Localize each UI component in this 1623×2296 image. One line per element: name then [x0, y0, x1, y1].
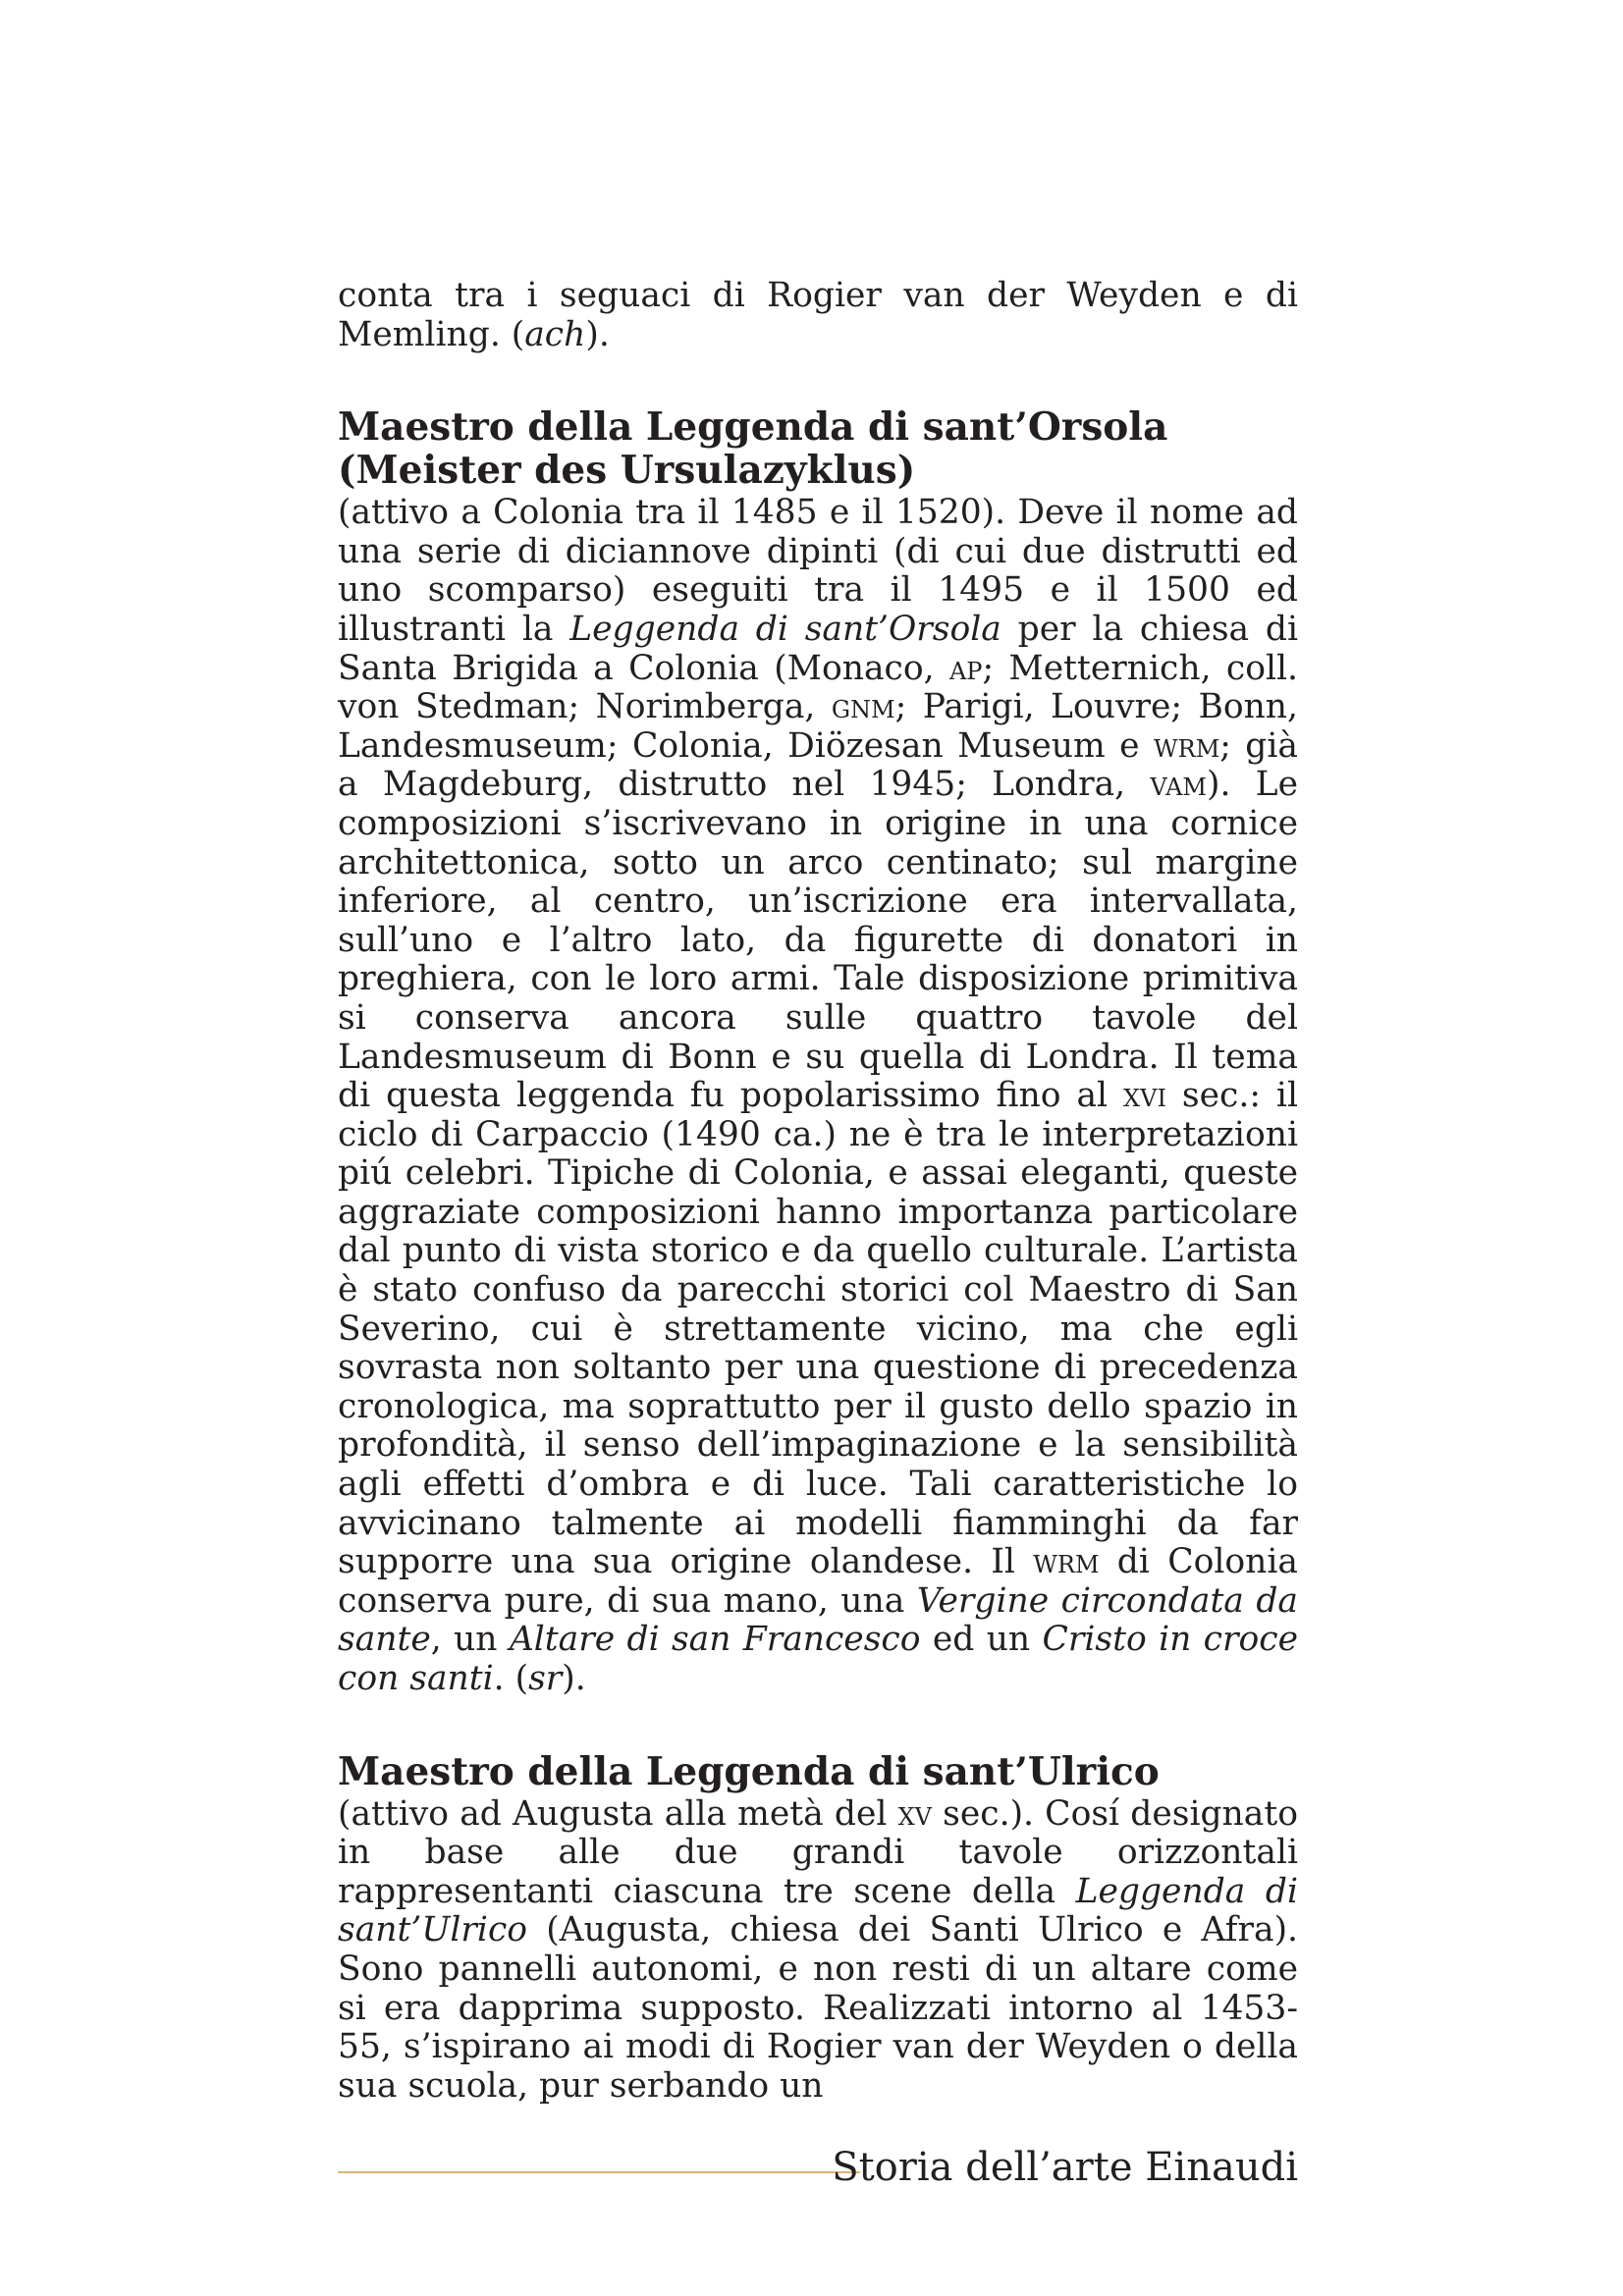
entry-sant-orsola [338, 405, 1298, 1698]
intro-paragraph: conta tra i seguaci di Rogier van der Weyden e di Memling. (ach). [338, 276, 1298, 354]
artwork-title: Cristo in croce con santi [338, 1620, 1298, 1698]
museum-abbr: ap [948, 648, 983, 688]
page-content [338, 277, 1298, 2106]
artwork-title: Leggenda di sant’Orsola [569, 609, 1001, 649]
entry-heading: Maestro della Leggenda di sant’Ulrico [338, 1748, 1160, 1794]
artwork-title: Vergine circondata da sante [338, 1580, 1298, 1660]
museum-abbr: vam [1150, 765, 1207, 805]
page-footer [338, 2140, 1298, 2195]
entry-sant-ulrico [338, 1750, 1298, 2107]
museum-abbr: wrm [1033, 1542, 1100, 1582]
intro-text: conta tra i seguaci di Rogier van der Weyden e di Memling. [338, 276, 1298, 354]
century-numeral: xv [897, 1793, 932, 1834]
author-credit: sr [528, 1659, 563, 1698]
century-numeral: xvi [1123, 1076, 1166, 1116]
footer-title: Storia dell’arte Einaudi [832, 2145, 1298, 2190]
entry-body: (attivo a Colonia tra il 1485 e il 1520). Deve il nome ad una serie di diciannove dipinti (di cui due distrutti ed uno scomparso) eseguiti tra il 1495 e il 1500 ed illustranti la Leggenda di sant’Orsola per la chiesa di Santa Brigida a Colonia (Monaco, ap; Metternich, coll. von Stedman; Norimberga, gnm; Parigi, Louvre; Bonn, Landesmuseum; Colonia, Diözesan Museum e wrm; già a Magdeburg, distrutto nel 1945; Londra, vam). Le composizioni s’iscrivevano in origine in una cornice architettonica, sotto un arco centinato; sul margine inferiore, al centro, un’iscrizione era intervallata, sull’uno e l’altro lato, da figurette di donatori in preghiera, con le loro armi. Tale disposizione primitiva si conserva ancora sulle quattro tavole del Landesmuseum di Bonn e su quella di Londra. Il tema di questa leggenda fu popolarissimo fino al xvi sec.: il ciclo di Carpaccio (1490 ca.) ne è tra le interpretazioni piú celebri. Tipiche di Colonia, e assai eleganti, queste aggraziate composizioni hanno importanza particolare dal punto di vista storico e da quello culturale. L’artista è stato confuso da parecchi storici col Maestro di San Severino, cui è strettamente vicino, ma che egli sovrasta non soltanto per una questione di precedenza cronologica, ma soprattutto per il gusto dello spazio in profondità, il senso dell’impaginazione e la sensibilità agli effetti d’ombra e di luce. Tali caratteristiche lo avvicinano talmente ai modelli fiamminghi da far supporre una sua origine olandese. Il wrm di Colonia conserva pure, di sua mano, una Vergine circondata da sante, un Altare di san Francesco ed un Cristo in croce con santi. (sr). [338, 493, 1298, 1698]
footer-rule [338, 2171, 860, 2173]
artwork-title: Altare di san Francesco [509, 1620, 921, 1660]
entry-body: (attivo ad Augusta alla metà del xv sec.). Cosí designato in base alle due grandi tavole orizzontali rappresentanti ciascuna tre scene della Leggenda di sant’Ulrico (Augusta, chiesa dei Santi Ulrico e Afra). Sono pannelli autonomi, e non resti di un altare come si era dapprima supposto. Realizzati intorno al 1453-55, s’ispirano ai modi di Rogier van der Weyden o della sua scuola, pur serbando un [338, 1793, 1298, 2106]
entry-heading: Maestro della Leggenda di sant’Orsola (Meister des Ursulazyklus) [338, 404, 1168, 494]
author-credit: ach [524, 314, 586, 354]
artwork-title: Leggenda di sant’Ulrico [338, 1871, 1298, 1950]
museum-abbr: wrm [1153, 725, 1220, 766]
museum-abbr: gnm [831, 687, 895, 727]
